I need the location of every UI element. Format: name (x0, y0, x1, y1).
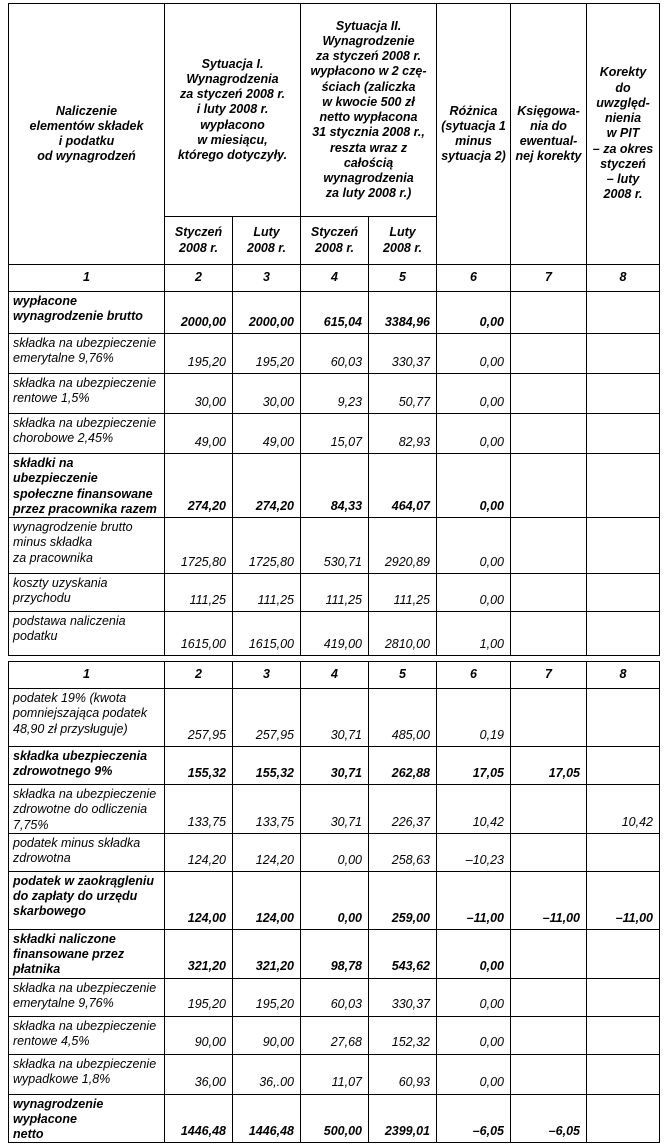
row-label: podatek 19% (kwota pomniejszająca podatek 48,90 zł przysługuje) (9, 689, 165, 747)
cell-value (587, 612, 660, 656)
cell-value: 419,00 (301, 612, 369, 656)
cell-value: 615,04 (301, 292, 369, 334)
cell-value: 111,25 (233, 574, 301, 612)
table-row (9, 414, 660, 454)
cell-value: –10,23 (437, 833, 511, 871)
cell-value: 274,20 (165, 454, 233, 518)
cell-value: 124,00 (233, 871, 301, 929)
header-jan-2008-s2: Styczeń 2008 r. (301, 217, 369, 265)
table-row (9, 978, 660, 1016)
header-booking: Księgowa- nia do ewentual- nej korekty (511, 4, 587, 265)
cell-value (587, 833, 660, 871)
cell-value (587, 414, 660, 454)
cell-value: 30,00 (165, 374, 233, 414)
cell-value: 124,20 (233, 833, 301, 871)
cell-value: 0,00 (437, 454, 511, 518)
cell-value: 50,77 (369, 374, 437, 414)
row-label: składki naliczone finansowane przez płatnika (9, 929, 165, 978)
column-number: 5 (369, 662, 437, 689)
table-row (9, 747, 660, 785)
row-label: składka na ubezpieczenie rentowe 1,5% (9, 374, 165, 414)
row-label: podatek w zaokrągleniu do zapłaty do urzędu skarbowego (9, 871, 165, 929)
payroll-table-part-1 (8, 3, 660, 656)
cell-value: 0,00 (437, 1016, 511, 1054)
cell-value (587, 1054, 660, 1094)
cell-value: 82,93 (369, 414, 437, 454)
cell-value: 124,00 (165, 871, 233, 929)
row-label: wynagrodzenie wypłacone netto (9, 1094, 165, 1143)
cell-value: 36,00 (165, 1054, 233, 1094)
cell-value (587, 454, 660, 518)
cell-value: 49,00 (233, 414, 301, 454)
cell-value: 27,68 (301, 1016, 369, 1054)
cell-value: 9,23 (301, 374, 369, 414)
table-row (9, 574, 660, 612)
table-row (9, 871, 660, 929)
cell-value (511, 833, 587, 871)
column-number: 1 (9, 265, 165, 292)
row-label: składka na ubezpieczenie emerytalne 9,76% (9, 978, 165, 1016)
cell-value: 543,62 (369, 929, 437, 978)
cell-value: –6,05 (511, 1094, 587, 1143)
cell-value: 2000,00 (165, 292, 233, 334)
cell-value: 152,32 (369, 1016, 437, 1054)
cell-value (587, 929, 660, 978)
cell-value (511, 689, 587, 747)
cell-value: 111,25 (165, 574, 233, 612)
cell-value: 195,20 (233, 978, 301, 1016)
cell-value: 0,00 (437, 518, 511, 574)
column-number: 5 (369, 265, 437, 292)
row-label: składka na ubezpieczenie emerytalne 9,76% (9, 334, 165, 374)
cell-value (587, 978, 660, 1016)
cell-value: –6,05 (437, 1094, 511, 1143)
row-label: wynagrodzenie brutto minus składka za pracownika (9, 518, 165, 574)
cell-value: 124,20 (165, 833, 233, 871)
cell-value: 1446,48 (233, 1094, 301, 1143)
cell-value: 464,07 (369, 454, 437, 518)
column-number: 4 (301, 265, 369, 292)
cell-value (511, 929, 587, 978)
cell-value: 10,42 (437, 785, 511, 834)
cell-value: 155,32 (233, 747, 301, 785)
cell-value: 0,00 (437, 978, 511, 1016)
table-row (9, 833, 660, 871)
cell-value: 0,00 (437, 292, 511, 334)
column-number: 7 (511, 265, 587, 292)
column-number: 8 (587, 662, 660, 689)
cell-value: 195,20 (165, 978, 233, 1016)
cell-value: 1446,48 (165, 1094, 233, 1143)
cell-value: 0,00 (301, 871, 369, 929)
cell-value: 98,78 (301, 929, 369, 978)
cell-value: 500,00 (301, 1094, 369, 1143)
table-row (9, 612, 660, 656)
cell-value: 11,07 (301, 1054, 369, 1094)
cell-value: 530,71 (301, 518, 369, 574)
row-label: składki na ubezpieczenie społeczne finansowane przez pracownika razem (9, 454, 165, 518)
cell-value: 0,00 (437, 929, 511, 978)
cell-value (511, 1054, 587, 1094)
cell-value: 155,32 (165, 747, 233, 785)
row-label: wypłacone wynagrodzenie brutto (9, 292, 165, 334)
cell-value: –11,00 (511, 871, 587, 929)
column-number: 2 (165, 662, 233, 689)
cell-value (511, 414, 587, 454)
cell-value: 90,00 (165, 1016, 233, 1054)
cell-value: 262,88 (369, 747, 437, 785)
cell-value: 195,20 (233, 334, 301, 374)
cell-value: 133,75 (233, 785, 301, 834)
header-elements: Naliczenie elementów składek i podatku od wynagrodzeń (9, 4, 165, 265)
cell-value (587, 747, 660, 785)
header-situation-2: Sytuacja II. Wynagrodzenie za styczeń 2008 r. wypłacono w 2 czę- ściach (zaliczka w kwocie 500 zł netto wypłacona 31 stycznia 2008 r., reszta wraz z całością wynagrodzenia za luty 2008 r.) (301, 4, 437, 217)
cell-value (587, 689, 660, 747)
cell-value: 1,00 (437, 612, 511, 656)
cell-value: 3384,96 (369, 292, 437, 334)
cell-value: 330,37 (369, 334, 437, 374)
cell-value: 90,00 (233, 1016, 301, 1054)
header-difference: Różnica (sytuacja 1 minus sytuacja 2) (437, 4, 511, 265)
column-number: 6 (437, 265, 511, 292)
row-label: składka na ubezpieczenie chorobowe 2,45% (9, 414, 165, 454)
row-label: składka na ubezpieczenie rentowe 4,5% (9, 1016, 165, 1054)
cell-value: 330,37 (369, 978, 437, 1016)
row-label: podstawa naliczenia podatku (9, 612, 165, 656)
cell-value (511, 334, 587, 374)
cell-value: 17,05 (511, 747, 587, 785)
column-number: 3 (233, 265, 301, 292)
cell-value: 2920,89 (369, 518, 437, 574)
cell-value: 84,33 (301, 454, 369, 518)
cell-value (511, 518, 587, 574)
column-number: 6 (437, 662, 511, 689)
cell-value: 111,25 (301, 574, 369, 612)
cell-value: 258,63 (369, 833, 437, 871)
cell-value: 321,20 (233, 929, 301, 978)
header-pit-corrections: Korekty do uwzględ- nienia w PIT – za okres styczeń – luty 2008 r. (587, 4, 660, 265)
cell-value: 259,00 (369, 871, 437, 929)
column-number: 4 (301, 662, 369, 689)
cell-value: 1725,80 (233, 518, 301, 574)
cell-value: 15,07 (301, 414, 369, 454)
table-row (9, 374, 660, 414)
column-number: 8 (587, 265, 660, 292)
cell-value: 2000,00 (233, 292, 301, 334)
cell-value: –11,00 (437, 871, 511, 929)
table-row (9, 1016, 660, 1054)
row-label: składka na ubezpieczenie zdrowotne do odliczenia 7,75% (9, 785, 165, 834)
row-label: składka na ubezpieczenie wypadkowe 1,8% (9, 1054, 165, 1094)
cell-value: 0,00 (437, 374, 511, 414)
cell-value: 1615,00 (233, 612, 301, 656)
cell-value: 30,00 (233, 374, 301, 414)
header-feb-2008-s2: Luty 2008 r. (369, 217, 437, 265)
cell-value: 321,20 (165, 929, 233, 978)
column-number: 2 (165, 265, 233, 292)
table-row (9, 334, 660, 374)
cell-value: 257,95 (165, 689, 233, 747)
table-row (9, 929, 660, 978)
table-row (9, 785, 660, 834)
header-jan-2008-s1: Styczeń 2008 r. (165, 217, 233, 265)
column-number-row (9, 265, 660, 292)
cell-value: 30,71 (301, 689, 369, 747)
cell-value: 257,95 (233, 689, 301, 747)
cell-value: 1725,80 (165, 518, 233, 574)
table-row (9, 292, 660, 334)
table-row (9, 1094, 660, 1143)
column-number: 7 (511, 662, 587, 689)
cell-value (587, 292, 660, 334)
cell-value: 17,05 (437, 747, 511, 785)
cell-value: 2810,00 (369, 612, 437, 656)
cell-value: 1615,00 (165, 612, 233, 656)
cell-value: 111,25 (369, 574, 437, 612)
cell-value (511, 574, 587, 612)
table-row (9, 454, 660, 518)
cell-value (587, 374, 660, 414)
cell-value (587, 1094, 660, 1143)
cell-value (511, 454, 587, 518)
cell-value: 485,00 (369, 689, 437, 747)
cell-value (511, 612, 587, 656)
column-number: 1 (9, 662, 165, 689)
cell-value: 36,.00 (233, 1054, 301, 1094)
cell-value: 274,20 (233, 454, 301, 518)
cell-value (587, 574, 660, 612)
cell-value: 0,19 (437, 689, 511, 747)
row-label: podatek minus składka zdrowotna (9, 833, 165, 871)
cell-value (511, 785, 587, 834)
cell-value: 30,71 (301, 785, 369, 834)
cell-value (587, 518, 660, 574)
cell-value: 0,00 (437, 1054, 511, 1094)
cell-value: 0,00 (301, 833, 369, 871)
cell-value (511, 374, 587, 414)
table-row (9, 689, 660, 747)
table-row (9, 1054, 660, 1094)
row-label: składka ubezpieczenia zdrowotnego 9% (9, 747, 165, 785)
column-number-row (9, 662, 660, 689)
cell-value: 60,93 (369, 1054, 437, 1094)
cell-value: 0,00 (437, 414, 511, 454)
cell-value: 2399,01 (369, 1094, 437, 1143)
table-row (9, 518, 660, 574)
column-number: 3 (233, 662, 301, 689)
cell-value: 226,37 (369, 785, 437, 834)
cell-value: 195,20 (165, 334, 233, 374)
cell-value (511, 978, 587, 1016)
cell-value: 133,75 (165, 785, 233, 834)
row-label: koszty uzyskania przychodu (9, 574, 165, 612)
cell-value: 60,03 (301, 334, 369, 374)
cell-value: 0,00 (437, 334, 511, 374)
header-feb-2008-s1: Luty 2008 r. (233, 217, 301, 265)
cell-value: 0,00 (437, 574, 511, 612)
cell-value: 30,71 (301, 747, 369, 785)
header-situation-1: Sytuacja I. Wynagrodzenia za styczeń 2008 r. i luty 2008 r. wypłacono w miesiącu, którego dotyczyły. (165, 4, 301, 217)
cell-value (587, 1016, 660, 1054)
cell-value (587, 334, 660, 374)
payroll-table-part-2 (8, 661, 660, 1143)
cell-value (511, 1016, 587, 1054)
cell-value: –11,00 (587, 871, 660, 929)
cell-value (511, 292, 587, 334)
cell-value: 10,42 (587, 785, 660, 834)
cell-value: 49,00 (165, 414, 233, 454)
cell-value: 60,03 (301, 978, 369, 1016)
